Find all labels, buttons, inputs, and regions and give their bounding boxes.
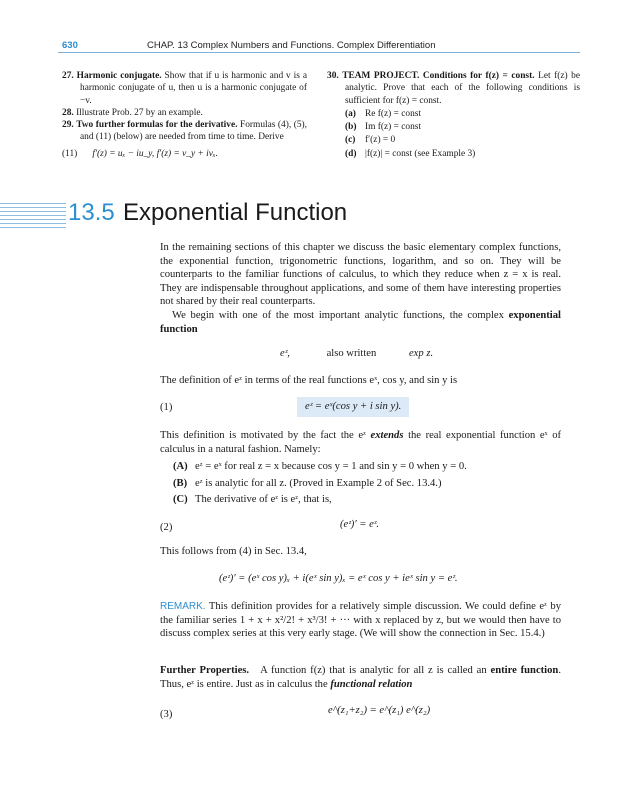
definition-line: The definition of eᶻ in terms of the real functions eˣ, cos y, and sin y is <box>160 375 458 386</box>
problem-28-text: Illustrate Prob. 27 by an example. <box>76 107 203 118</box>
term-functional-relation: functional relation <box>330 678 413 690</box>
eq1-box: eᶻ = eˣ(cos y + i sin y). <box>297 397 409 417</box>
problem-30-text: Let f(z) be analytic. Prove that each of the following conditions is sufficient for f(z) = const. <box>345 71 581 106</box>
eq1-label: (1) <box>160 402 173 413</box>
eq1 <box>297 397 409 417</box>
problem-28: 28. Illustrate Prob. 27 by an example. <box>62 107 203 118</box>
term-entire-function: entire function <box>490 665 559 676</box>
condition-c: (c) f′(z) = 0 <box>345 135 396 146</box>
problem-27-title: Harmonic conjugate. <box>76 71 162 81</box>
term-extends: extends <box>370 430 404 441</box>
property-b: (B) eᶻ is analytic for all z. (Proved in Example 2 of Sec. 13.4.) <box>173 477 442 489</box>
problem-29-title: Two further formulas for the derivative. <box>76 120 238 131</box>
problem-29-text: Formulas (4), (5), and (11) (below) are needed from time to time. Derive <box>80 120 307 143</box>
remark-paragraph <box>160 600 561 641</box>
further-paragraph: Further Properties. A function f(z) that is analytic for all z is called an entire function. Thus, eᶻ is entire. Just as in calculus the functional relation <box>160 665 561 690</box>
property-list <box>173 460 563 507</box>
problem-30: 30. TEAM PROJECT. Conditions for f(z) = const. Let f(z) be analytic. Prove that each of the following conditions is sufficient for f(z) = const. <box>327 71 581 106</box>
eq2-label: (2) <box>160 522 173 533</box>
remark-label: REMARK. <box>160 601 206 612</box>
equation-11: (11) f′(z) = uₓ − iu_y, f′(z) = v_y + ivₓ. <box>62 148 218 159</box>
problems-left <box>62 70 307 160</box>
condition-d: (d) |f(z)| = const (see Example 3) <box>345 148 476 159</box>
follows-line: This follows from (4) in Sec. 13.4, <box>160 546 307 557</box>
remark-text: This definition provides for a relatively simple discussion. We could define eᶻ by the familiar series 1 + x + x²/2! + x³/3! + ··· with x replaced by z, but we would then have to discuss complex series at this very early stage. (We will show the connection in Sec. 15.4.) <box>160 601 562 640</box>
section-number: 13.5 <box>68 199 115 226</box>
eq2: (eᶻ)′ = eᶻ. <box>340 519 379 530</box>
eq3-label: (3) <box>160 709 173 720</box>
header-rule <box>58 52 580 53</box>
eq-long: (eᶻ)′ = (eˣ cos y)ₓ + i(eˣ sin y)ₓ = eˣ cos y + ieˣ sin y = eᶻ. <box>219 573 458 584</box>
main-column <box>160 241 561 336</box>
problem-29: 29. Two further formulas for the derivative. Formulas (4), (5), and (11) (below) are needed from time to time. Derive <box>62 120 307 143</box>
problems-right <box>327 70 580 160</box>
property-a: (A) eᶻ = eˣ for real z = x because cos y = 1 and sin y = 0 when y = 0. <box>173 461 467 472</box>
problem-27-text: Show that if u is harmonic and v is a harmonic conjugate of u, then u is a harmonic conjugate of −v. <box>80 71 308 106</box>
section-title: Exponential Function <box>123 199 348 226</box>
eq3: e^(z₁+z₂) = e^(z₁) e^(z₂) <box>328 705 431 716</box>
further-title: Further Properties. <box>160 665 250 676</box>
page-number: 630 <box>62 40 78 51</box>
condition-b: (b) Im f(z) = const <box>345 122 422 133</box>
intro-paragraph: In the remaining sections of this chapter we discuss the basic elementary complex functions, the exponential function, trigonometric functions, logarithm, and so on. They will be counterparts to the familiar functions of calculus, to which they reduce when z = x is real. They are indispensable throughout applications, and some of them have interesting properties not shared by their real counterparts. <box>160 242 561 308</box>
equation-11-text: f′(z) = uₓ − iu_y, f′(z) = v_y + ivₓ. <box>92 148 218 159</box>
problem-27: 27. Harmonic conjugate. Show that if u is harmonic and v is a harmonic conjugate of u, then u is a harmonic conjugate of −v. <box>62 71 308 106</box>
display-ez: eᶻ, also written exp z. <box>280 348 434 359</box>
term-exponential-function: exponential function <box>160 309 561 335</box>
motivation-paragraph: This definition is motivated by the fact the eᶻ extends the real exponential function eˣ of calculus in a natural fashion. Namely: <box>160 430 562 455</box>
property-c: (C) The derivative of eᶻ is eᶻ, that is, <box>173 494 332 506</box>
condition-a: (a) Re f(z) = const <box>345 108 422 119</box>
running-title: CHAP. 13 Complex Numbers and Functions. Complex Differentiation <box>147 40 436 51</box>
begin-paragraph: We begin with one of the most important analytic functions, the complex exponential function <box>160 309 561 335</box>
problem-30-title: TEAM PROJECT. Conditions for f(z) = const. <box>342 71 535 81</box>
